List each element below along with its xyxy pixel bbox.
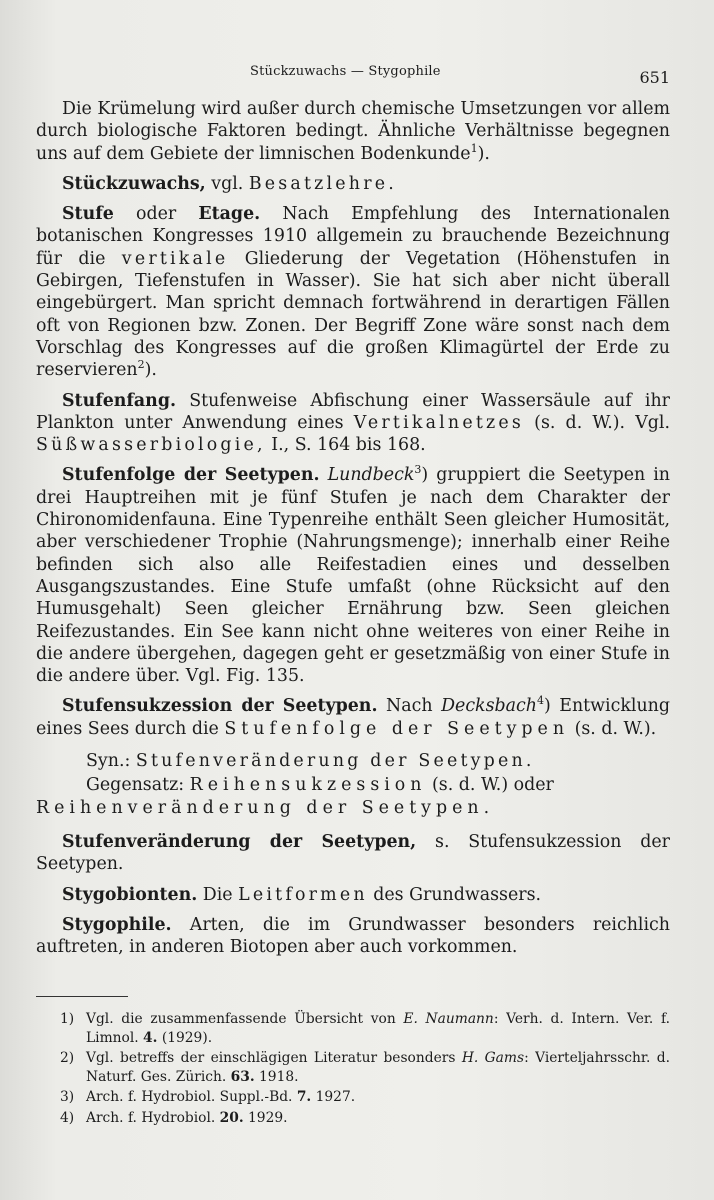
entry-term-alt: Etage. xyxy=(198,204,261,225)
footnote-mark: 3) xyxy=(60,1089,75,1105)
antonym-text: (s. d. W.) oder xyxy=(426,775,554,796)
synonym-term: Stufenveränderung der Seetypen. xyxy=(135,751,535,772)
synonym-label: Syn.: xyxy=(86,751,136,772)
footnote-volume: 20. xyxy=(219,1109,244,1126)
entry-stufenfang xyxy=(36,390,670,457)
footnote-ref: 3 xyxy=(414,463,422,477)
footnote xyxy=(36,1010,670,1047)
footnote xyxy=(36,1049,670,1086)
page-number: 651 xyxy=(639,68,670,87)
footnote-text: : Verh. d. Intern. Ver. f. Limnol. xyxy=(86,1011,670,1046)
cross-reference: Stufenfolge der Seetypen xyxy=(224,718,570,739)
entry-term: Stufensukzession der Seetypen. xyxy=(62,696,378,717)
synonym-line xyxy=(36,750,670,772)
entry-text: Nach Empfehlung des Internationalen botanischen Kongresses 1910 allgemein zu brauchende Bezeichnung für die xyxy=(36,204,670,269)
footnote-author: H. Gams xyxy=(461,1050,525,1066)
entry-term: Stufe xyxy=(62,204,114,225)
footnote-author: E. Naumann xyxy=(403,1011,494,1027)
footnote-mark: 4) xyxy=(60,1109,75,1126)
antonym-line xyxy=(36,774,670,819)
entry-stufensukzession xyxy=(36,695,670,740)
antonym-term: Reihensukzession xyxy=(189,775,427,796)
footnote-ref: 4 xyxy=(536,694,544,708)
entry-text: oder xyxy=(113,204,199,225)
page-body xyxy=(36,98,670,958)
emphasis-spaced: vertikale xyxy=(121,248,229,269)
entry-term: Stygophile. xyxy=(62,914,172,935)
entry-stufenveraenderung xyxy=(36,831,670,876)
entry-text: Nach xyxy=(377,696,442,717)
entry-term: Stygobionten. xyxy=(62,884,198,905)
footnote-volume: 63. xyxy=(230,1068,255,1085)
author-name: Decksbach xyxy=(441,696,537,717)
entry-text: des Grundwassers. xyxy=(367,884,542,905)
footnote-text: Arch. f. Hydrobiol. Suppl.-Bd. xyxy=(86,1089,297,1105)
entry-term: Stückzuwachs, xyxy=(62,173,206,194)
footnote-ref: 2 xyxy=(137,358,145,372)
entry-text: vgl. xyxy=(205,173,249,194)
footnote-text: (1929). xyxy=(157,1029,213,1046)
antonym-term: Reihenveränderung der Seetypen. xyxy=(36,797,495,818)
paragraph-kruemelung xyxy=(36,98,670,165)
entry-text: Stufenweise Abfischung einer Wassersäule auf ihr Plankton unter Anwendung eines xyxy=(36,390,670,433)
cross-reference: Besatzlehre. xyxy=(248,173,397,194)
entry-text: s. Stufensukzession der Seetypen. xyxy=(36,831,670,875)
footnote-divider xyxy=(36,996,128,997)
entry-text: ) Entwicklung eines Sees durch die xyxy=(36,696,670,739)
author-name: Lundbeck xyxy=(327,465,415,486)
entry-stufe xyxy=(36,203,670,381)
footnote-mark: 2) xyxy=(60,1050,75,1066)
entry-text: Die xyxy=(197,884,239,905)
cross-reference: Vertikalnetzes xyxy=(353,412,524,433)
footnote xyxy=(36,1109,670,1128)
paragraph-text: Die Krümelung wird außer durch chemische Umsetzungen vor allem durch biologische Faktoren bedingt. Ähnliche Verhältnisse begegnen uns auf dem Gebiete der limnischen Bodenkunde xyxy=(36,99,670,164)
page-header xyxy=(0,62,714,86)
entry-text: Arten, die im Grundwasser besonders reichlich auftreten, in anderen Biotopen aber auch vorkommen. xyxy=(36,914,670,958)
entry-text: I., S. 164 bis 168. xyxy=(265,435,426,456)
cross-reference: Süßwasserbiologie, xyxy=(36,435,266,456)
entry-text: ). xyxy=(144,360,157,381)
entry-stueckzuwachs xyxy=(36,173,670,195)
cross-reference: Leitformen xyxy=(238,884,368,905)
footnote-volume: 7. xyxy=(296,1089,312,1105)
footnote-volume: 4. xyxy=(143,1029,158,1046)
entry-stygobionten xyxy=(36,884,670,906)
running-title: Stückzuwachs — Stygophile xyxy=(250,64,441,79)
antonym-label: Gegensatz: xyxy=(86,775,190,796)
footnote-text: Vgl. die zusammenfassende Übersicht von xyxy=(86,1011,404,1027)
entry-text: (s. d. W.). xyxy=(569,718,657,739)
footnote-text: 1918. xyxy=(254,1068,299,1085)
entry-text: ) gruppiert die Seetypen in drei Hauptreihen mit je fünf Stufen je nach dem Charakter der Chironomidenfauna. Eine Typenreihe enthält Seen gleicher Humosität, aber verschiedener Trophie (Nahrungsmenge); innerhalb einer Reihe befinden sich also alle Reifestadien eines und desselben Ausgangszustandes. Eine Stufe umfaßt (ohne Rücksicht auf den Humusgehalt) Seen gleicher Ernährung bzw. Seen gleichen Reifezustandes. Ein See kann nicht ohne weiteres von einer Reihe in die andere übergehen, dagegen geht er gesetzmäßig von einer Stufe in die andere über. Vgl. Fig. 135. xyxy=(36,465,670,687)
entry-term: Stufenfang. xyxy=(62,390,177,411)
footnote xyxy=(36,1088,670,1107)
footnote-text: 1929. xyxy=(243,1109,288,1126)
entry-term: Stufenfolge der Seetypen. xyxy=(62,465,320,486)
entry-stygophile xyxy=(36,914,670,959)
footnote-text: Arch. f. Hydrobiol. xyxy=(86,1109,220,1126)
footnote-ref: 1 xyxy=(470,141,478,155)
footnote-text: : Vierteljahrsschr. d. Naturf. Ges. Zürich. xyxy=(86,1050,670,1085)
footnote-text: 1927. xyxy=(311,1089,356,1105)
entry-stufenfolge xyxy=(36,464,670,687)
entry-term: Stufenveränderung der Seetypen, xyxy=(62,831,417,852)
footnote-mark: 1) xyxy=(60,1011,75,1027)
footnotes xyxy=(36,1010,670,1129)
entry-text: (s. d. W.). Vgl. xyxy=(524,412,670,433)
entry-text: Gliederung der Vegetation (Höhenstufen in Gebirgen, Tiefenstufen in Wasser). Sie hat sich aber nicht überall eingebürgert. Man spricht demnach fortwährend in derartigen Fällen oft von Regionen bzw. Zonen. Der Begriff Zone wäre sonst nach dem Vorschlag des Kongresses auf die großen Klimagürtel der Erde zu reservieren xyxy=(36,248,670,381)
footnote-text: Vgl. betreffs der einschlägigen Literatur besonders xyxy=(86,1050,462,1066)
paragraph-text: ). xyxy=(477,143,490,164)
